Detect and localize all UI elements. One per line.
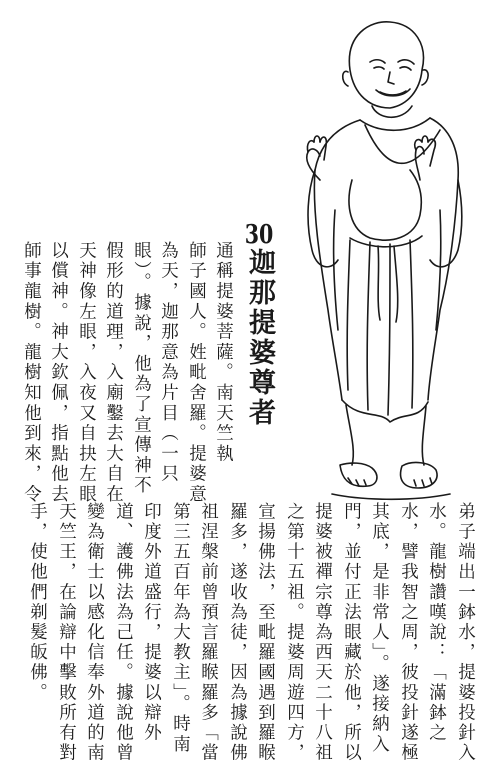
lower-column-15: 天竺王，在論辯中擊敗所有對: [56, 502, 77, 763]
upper-column-3: 為天，迦那意為片目（一只: [158, 241, 179, 485]
upper-column-5: 假形的道理，入廟鑿去大自在: [103, 241, 124, 505]
upper-column-6: 天神像左眼，入夜又自抉左眼: [76, 241, 97, 505]
upper-column-7: 以償神。神大欽佩，指點他去: [48, 241, 69, 505]
lower-column-7: 之第十五祖。提婆周遊四方，: [284, 502, 305, 763]
lower-column-3: 水，譬我智之周，彼投針遂極: [398, 502, 419, 763]
lower-column-16: 手，使他們剃髮皈佛。: [27, 502, 48, 703]
monk-figure-icon: [290, 10, 465, 510]
lower-column-13: 道、護佛法為己任。據說他曾: [113, 502, 134, 763]
upper-column-4: 眼）。據說，他為了宣傳神不: [131, 241, 152, 497]
upper-column-2: 師子國人。姓毗舍羅。提婆意: [186, 241, 207, 505]
page-title: [246, 222, 273, 428]
lower-column-10: 祖涅槃前曾預言羅睺羅多「當: [198, 502, 219, 763]
lower-column-4: 其底，是非常人」。遂接納入: [369, 502, 390, 755]
lower-column-1: 弟子端出一鉢水，提婆投針入: [455, 502, 476, 763]
lower-column-2: 水。龍樹讚嘆說：「滿鉢之: [426, 502, 447, 744]
lower-column-9: 羅多，遂收為徒，因為據說佛: [227, 502, 248, 763]
lower-column-5: 門，並付正法眼藏於他，所以: [341, 502, 362, 763]
lower-column-11: 第三五百年為大教主」。時南: [170, 502, 191, 755]
lower-column-14: 變為衛士以感化信奉外道的南: [84, 502, 105, 763]
title-name: 迦那提婆尊者: [244, 248, 275, 428]
lower-column-8: 宣揚佛法，至毗羅國遇到羅睺: [255, 502, 276, 763]
lower-column-12: 印度外道盛行，提婆以辯外: [141, 502, 162, 744]
upper-column-8: 師事龍樹。龍樹知他到來，令: [21, 241, 42, 505]
title-number: 30: [244, 222, 274, 248]
lower-column-6: 提婆被禪宗尊為西天二十八祖: [312, 502, 333, 763]
upper-column-1: 通稱提婆菩薩。南天竺執: [213, 241, 234, 465]
